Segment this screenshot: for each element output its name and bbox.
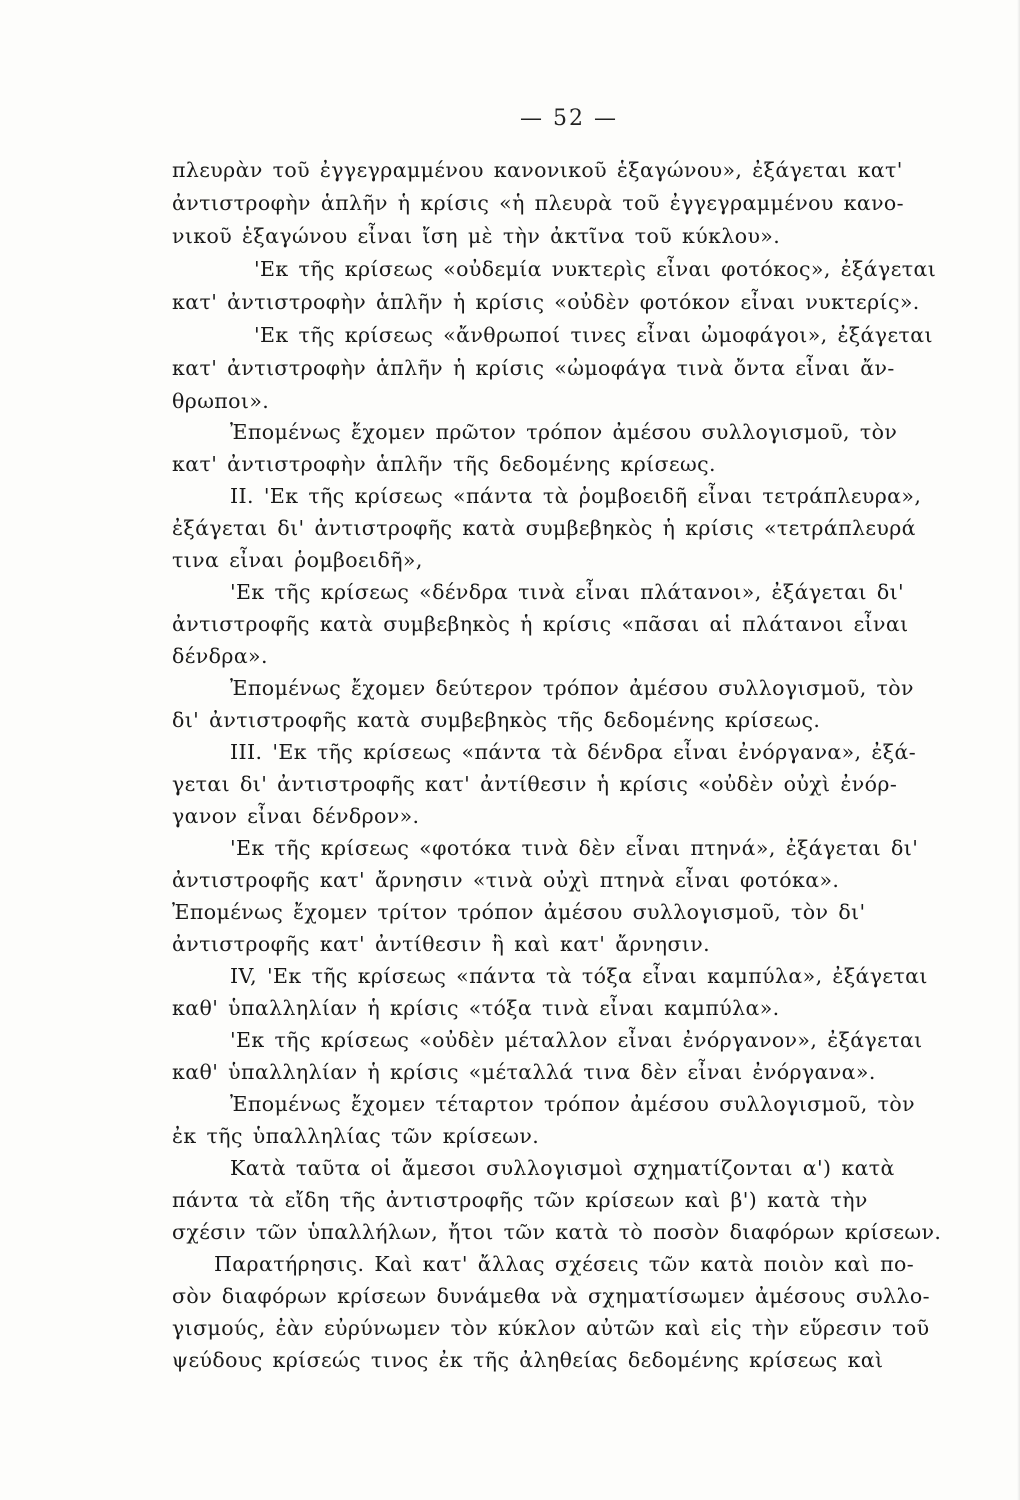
text-line: 'Εκ τῆς κρίσεως «φοτόκα τινὰ δὲν εἶναι πτηνά», ἐξάγεται δι'	[230, 836, 919, 860]
text-line: θρωποι».	[172, 389, 270, 413]
text-line: γισμούς, ἐὰν εὐρύνωμεν τὸν κύκλον αὐτῶν καὶ εἰς τὴν εὕρεσιν τοῦ	[172, 1316, 930, 1340]
text-line: III. 'Εκ τῆς κρίσεως «πάντα τὰ δένδρα εἶναι ἐνόργανα», ἐξά-	[230, 740, 917, 764]
text-line: κατ' ἀντιστροφὴν ἁπλῆν τῆς δεδομένης κρίσεως.	[172, 452, 716, 476]
text-line: Ἐπομένως ἔχομεν πρῶτον τρόπον ἀμέσου συλλογισμοῦ, τὸν	[230, 420, 898, 444]
text-line: Ἐπομένως ἔχομεν δεύτερον τρόπον ἀμέσου συλλογισμοῦ, τὸν	[230, 676, 914, 700]
text-line: IV, 'Εκ τῆς κρίσεως «πάντα τὰ τόξα εἶναι καμπύλα», ἐξάγεται	[230, 964, 928, 988]
text-line: γανον εἶναι δένδρον».	[172, 804, 420, 828]
text-line: πλευρὰν τοῦ ἐγγεγραμμένου κανονικοῦ ἑξαγώνου», ἐξάγεται κατ'	[172, 158, 903, 182]
text-line: ἀντιστροφῆς κατ' ἄρνησιν «τινὰ οὐχὶ πτηνὰ εἶναι φοτόκα».	[172, 868, 840, 892]
text-line: 'Εκ τῆς κρίσεως «οὐδεμία νυκτερὶς εἶναι φοτόκος», ἐξάγεται	[254, 257, 937, 281]
text-line: γεται δι' ἀντιστροφῆς κατ' ἀντίθεσιν ἡ κρίσις «οὐδὲν οὐχὶ ἐνόρ-	[172, 772, 898, 796]
text-line: δι' ἀντιστροφῆς κατὰ συμβεβηκὸς τῆς δεδομένης κρίσεως.	[172, 708, 821, 732]
text-line: ἐξάγεται δι' ἀντιστροφῆς κατὰ συμβεβηκὸς ἡ κρίσις «τετράπλευρά	[172, 516, 916, 540]
text-line: Ἐπομένως ἔχομεν τρίτον τρόπον ἀμέσου συλλογισμοῦ, τὸν δι'	[172, 900, 866, 924]
text-line: 'Εκ τῆς κρίσεως «δένδρα τινὰ εἶναι πλάτανοι», ἐξάγεται δι'	[230, 580, 905, 604]
text-line: ψεύδους κρίσεώς τινος ἐκ τῆς ἀληθείας δεδομένης κρίσεως καὶ	[172, 1348, 884, 1372]
text-line: καθ' ὑπαλληλίαν ἡ κρίσις «τόξα τινὰ εἶναι καμπύλα».	[172, 996, 780, 1020]
text-line: σὸν διαφόρων κρίσεων δυνάμεθα νὰ σχηματίσωμεν ἀμέσους συλλο-	[172, 1284, 930, 1308]
text-line: 'Εκ τῆς κρίσεως «ἄνθρωποί τινες εἶναι ὠμοφάγοι», ἐξάγεται	[254, 323, 933, 347]
text-line: Ἐπομένως ἔχομεν τέταρτον τρόπον ἀμέσου συλλογισμοῦ, τὸν	[230, 1092, 915, 1116]
text-line: δένδρα».	[172, 644, 268, 668]
text-line: πάντα τὰ εἴδη τῆς ἀντιστροφῆς τῶν κρίσεων καὶ β') κατὰ τὴν	[172, 1188, 868, 1212]
text-line: ἀντιστροφῆς κατὰ συμβεβηκὸς ἡ κρίσις «πᾶσαι αἱ πλάτανοι εἶναι	[172, 612, 909, 636]
text-line: κατ' ἀντιστροφὴν ἁπλῆν ἡ κρίσις «οὐδὲν φοτόκον εἶναι νυκτερίς».	[172, 290, 920, 314]
text-line: Κατὰ ταῦτα οἱ ἄμεσοι συλλογισμοὶ σχηματίζονται α') κατὰ	[230, 1156, 895, 1180]
text-line: καθ' ὑπαλληλίαν ἡ κρίσις «μέταλλά τινα δὲν εἶναι ἐνόργανα».	[172, 1060, 876, 1084]
page-number: — 52 —	[520, 106, 618, 131]
text-line: ἀντιστροφὴν ἁπλῆν ἡ κρίσις «ἡ πλευρὰ τοῦ ἐγγεγραμμένου κανο-	[172, 191, 904, 215]
text-line: τινα εἶναι ῥομβοειδῆ»,	[172, 548, 423, 572]
text-line: ἐκ τῆς ὑπαλληλίας τῶν κρίσεων.	[172, 1124, 540, 1148]
text-line: 'Εκ τῆς κρίσεως «οὐδὲν μέταλλον εἶναι ἐνόργανον», ἐξάγεται	[230, 1028, 923, 1052]
text-line: κατ' ἀντιστροφὴν ἁπλῆν ἡ κρίσις «ὠμοφάγα τινὰ ὄντα εἶναι ἄν-	[172, 356, 895, 380]
text-line: II. 'Εκ τῆς κρίσεως «πάντα τὰ ῥομβοειδῆ εἶναι τετράπλευρα»,	[230, 484, 922, 508]
text-line: Παρατήρησις. Καὶ κατ' ἄλλας σχέσεις τῶν κατὰ ποιὸν καὶ πο-	[214, 1252, 915, 1276]
text-line: νικοῦ ἑξαγώνου εἶναι ἴση μὲ τὴν ἀκτῖνα τοῦ κύκλου».	[172, 224, 781, 248]
text-line: ἀντιστροφῆς κατ' ἀντίθεσιν ἢ καὶ κατ' ἄρνησιν.	[172, 932, 711, 956]
text-line: σχέσιν τῶν ὑπαλλήλων, ἤτοι τῶν κατὰ τὸ ποσὸν διαφόρων κρίσεων.	[172, 1220, 942, 1244]
